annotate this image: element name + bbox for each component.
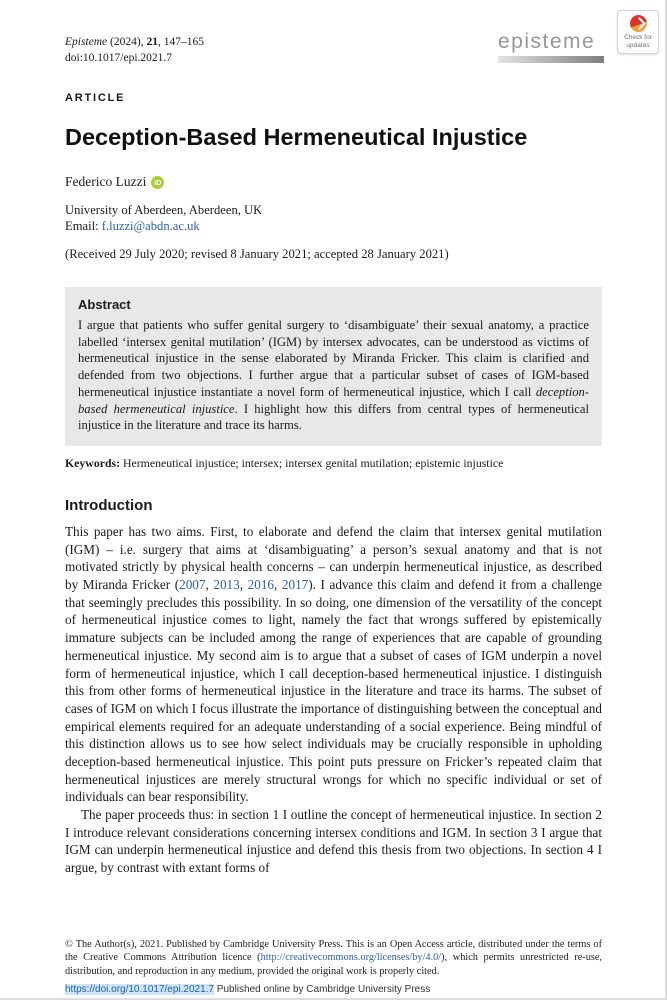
copyright-notice: [65, 938, 602, 978]
text-segment: ). I advance this claim and defend it from a challenge that seemingly precludes this possibility. In so doing, one dimension of the versatility of the concept of hermeneutical injustice comes to light, namely the fact that wrongs suffered by epistemically immature subjects can be included among the range of experiences that are capable of grounding hermeneutical injustice. My second aim is to argue that a subset of cases of IGM underpin a novel form of hermeneutical injustice, which I call deception-based hermeneutical injustice. I distinguish this from other forms of hermeneutical injustice in the literature and trace its harms. The subset of cases of IGM on which I focus illustrate the importance of distinguishing between the conceptual and empirical elements required for an adequate understanding of a social experience. Being mindful of this distinction allows us to see how select individuals may be crucially responsible in upholding deception-based hermeneutical injustice. This point puts pressure on Fricker’s repeated claim that hermeneutical injustices are merely structural wrongs for which no specific individual or set of individuals can bear responsibility.: [65, 577, 602, 805]
keywords-line: [65, 456, 602, 471]
inline-link[interactable]: 2013: [213, 577, 240, 593]
body-text: [65, 523, 602, 925]
check-for-updates-badge[interactable]: [617, 10, 659, 54]
author-name: Federico Luzzi: [65, 174, 147, 189]
email-line: [65, 219, 602, 234]
article-type-label: ARTICLE: [65, 92, 126, 104]
inline-link[interactable]: 2016: [247, 577, 274, 593]
text-segment: This paper has two aims. First, to elaborate and defend the claim that intersex genital mutilation (IGM) – i.e. surgery that aims at ‘disambiguating’ a person’s sexual anatomy and that is not motivated strictly by physical health concerns – can underpin hermeneutical injustice, as described by Miranda Fricker (: [65, 524, 602, 593]
text-segment: ,: [239, 577, 248, 593]
inline-link[interactable]: http://creativecommons.org/licenses/by/4.0/: [260, 952, 442, 964]
doi-line: doi:10.1017/epi.2021.7: [65, 52, 173, 64]
journal-logo-text: episteme: [498, 30, 596, 53]
received-dates: (Received 29 July 2020; revised 8 January 2021; accepted 28 January 2021): [65, 247, 449, 261]
abstract-box: [65, 287, 602, 446]
author-affiliation: University of Aberdeen, Aberdeen, UK: [65, 203, 263, 217]
abstract-text: [78, 317, 589, 434]
text-segment: Published online by Cambridge University Press: [214, 984, 431, 995]
inline-link[interactable]: https://doi.org/10.1017/epi.2021.7: [65, 984, 215, 995]
text-segment: deception-based hermeneutical injustice: [78, 384, 589, 416]
text-segment: ), which permits unrestricted re-use, distribution, and reproduction in any medium, provided the original work is properly cited.: [65, 952, 602, 977]
email-label: Email:: [65, 219, 102, 233]
section-heading-introduction: Introduction: [65, 497, 153, 514]
text-segment: I argue that patients who suffer genital surgery to ‘disambiguate’ their sexual anatomy, a practice labelled ‘intersex genital mutilation’ (IGM) by intersex advocates, can be understood as victims of hermeneutical injustice in the sense elaborated by Miranda Fricker. This claim is clarified and defended from two objections. I further argue that a particular subset of cases of IGM-based hermeneutical injustice instantiate a novel form of hermeneutical injustice, which I call: [78, 318, 589, 399]
keywords-text: Hermeneutical injustice; intersex; intersex genital mutilation; epistemic injustice: [120, 456, 504, 470]
inline-link[interactable]: 2017: [281, 577, 309, 593]
paper-title: Deception-Based Hermeneutical Injustice: [65, 124, 528, 150]
journal-logo: [498, 30, 604, 63]
text-segment: ,: [274, 577, 282, 593]
text-segment: 21: [146, 36, 158, 48]
inline-link[interactable]: 2007: [179, 577, 206, 593]
text-segment: © The Author(s), 2021. Published by Cambridge University Press. This is an Open Access article, distributed under the terms of the Creative Commons Attribution licence (: [65, 938, 602, 964]
crossmark-icon: [630, 15, 647, 32]
badge-line-1: Check for: [624, 34, 652, 41]
text-segment: . I highlight how this differs from central types of hermeneutical injustice in the literature and trace its harms.: [78, 401, 589, 433]
intro-paragraph-1: [65, 523, 602, 806]
orcid-icon[interactable]: iD: [151, 176, 164, 189]
text-segment: Episteme: [65, 36, 108, 48]
intro-paragraph-2: The paper proceeds thus: in section 1 I outline the concept of hermeneutical injustice. In section 2 I introduce relevant considerations concerning intersex conditions and IGM. In section 3 I argue that IGM can underpin hermeneutical injustice and defend this thesis from two objections. In section 4 I argue, by contrast with extant forms of: [65, 807, 602, 876]
author-row: [65, 174, 602, 190]
text-segment: (2024),: [107, 36, 147, 48]
check-for-updates-label: [620, 34, 656, 50]
email-link[interactable]: f.luzzi@abdn.ac.uk: [101, 219, 200, 233]
abstract-heading: Abstract: [78, 297, 131, 312]
badge-line-2: updates: [626, 42, 650, 50]
text-segment: , 147–165: [157, 36, 204, 48]
published-online-line: [65, 984, 602, 995]
logo-gradient-bar: [498, 56, 604, 63]
text-segment: ,: [205, 577, 214, 593]
keywords-label: Keywords:: [65, 456, 121, 470]
